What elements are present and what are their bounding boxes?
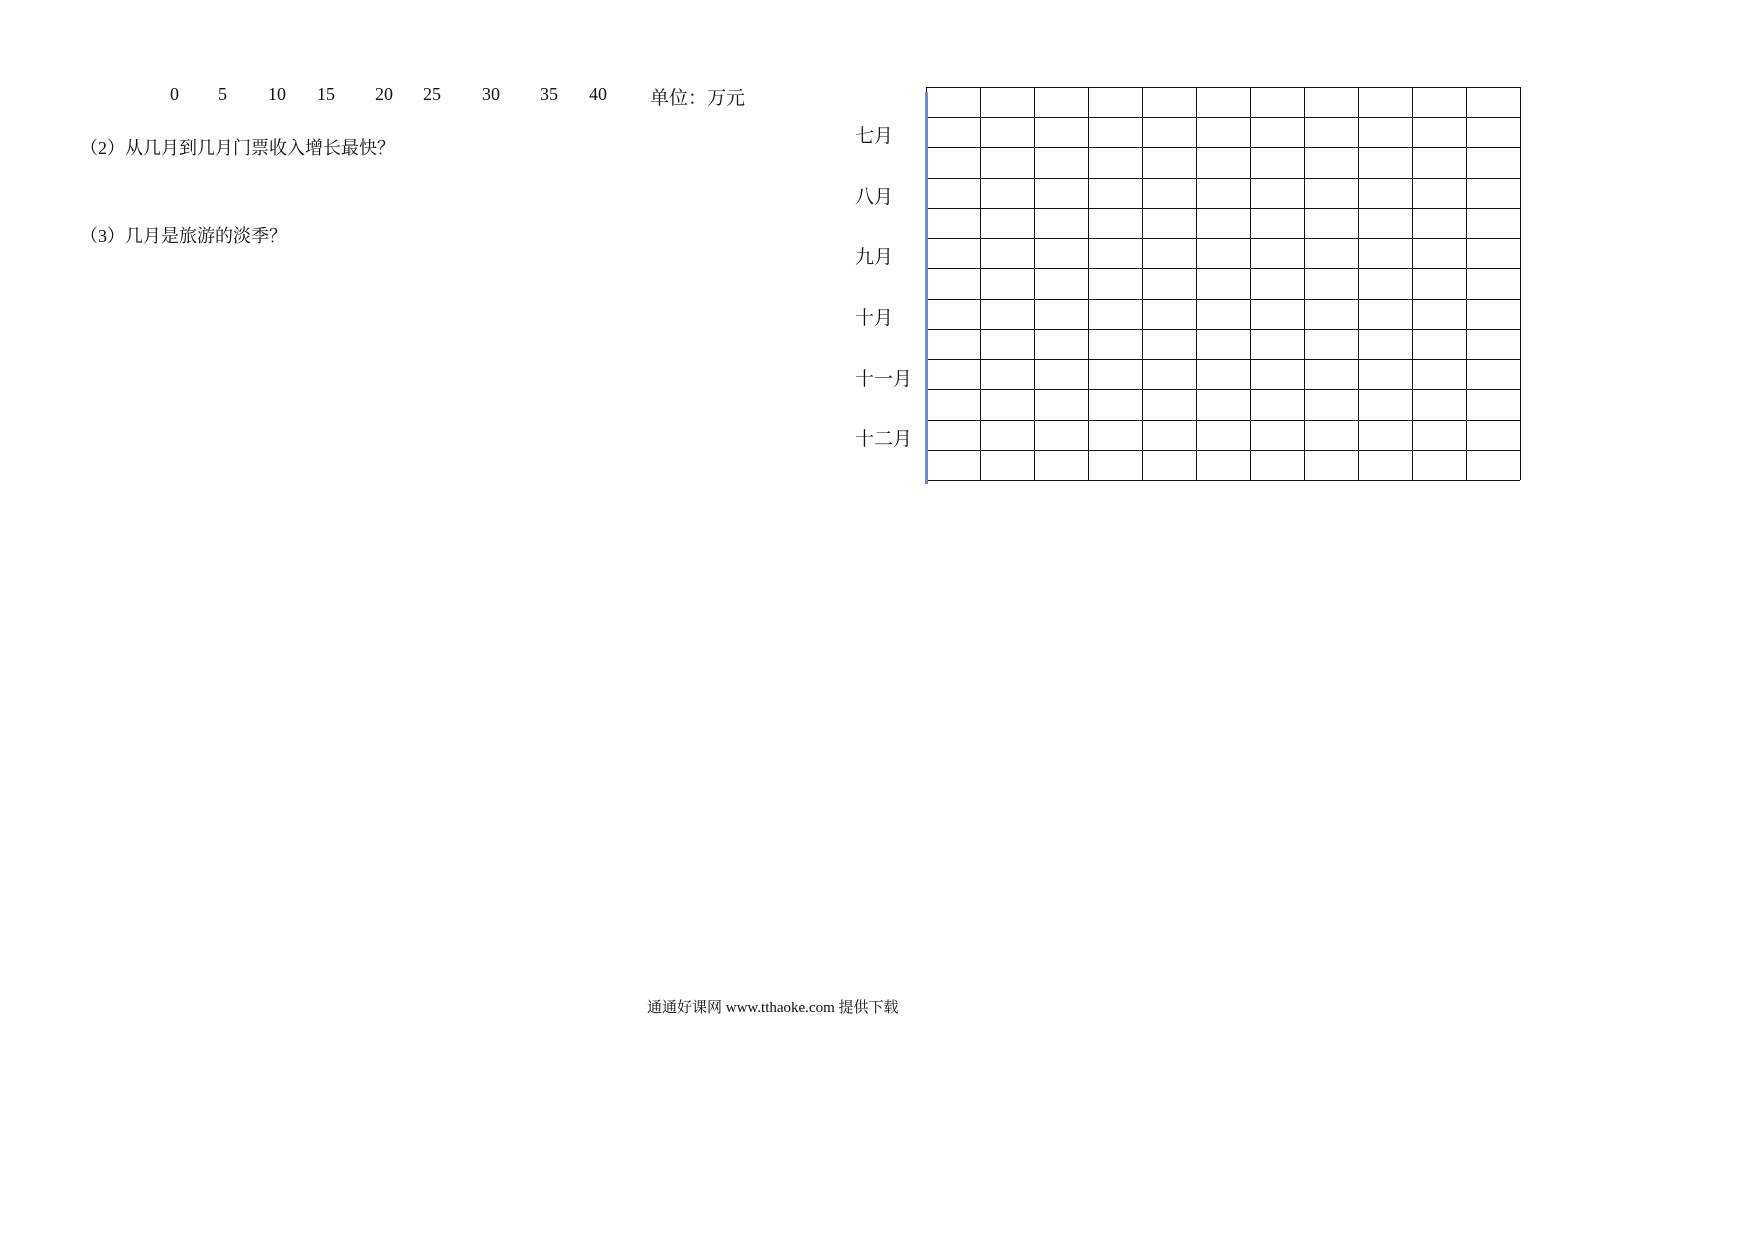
grid-line-horizontal (926, 299, 1520, 300)
axis-unit-label: 单位：万元 (650, 88, 746, 109)
grid-line-vertical (1250, 87, 1251, 480)
axis-tick: 20 (375, 84, 393, 104)
axis-tick: 5 (218, 84, 227, 104)
grid-line-vertical (1142, 87, 1143, 480)
vertical-axis-line (925, 92, 928, 484)
axis-tick: 0 (170, 84, 179, 104)
question-3: （3）几月是旅游的淡季？ (80, 226, 287, 246)
grid-line-vertical (1358, 87, 1359, 480)
axis-tick: 15 (317, 84, 335, 104)
grid-line-vertical (1520, 87, 1521, 480)
grid-line-horizontal (926, 268, 1520, 269)
grid-line-horizontal (926, 238, 1520, 239)
month-label: 十月 (855, 308, 894, 329)
axis-tick: 30 (482, 84, 500, 104)
month-label: 七月 (855, 126, 894, 147)
grid-line-horizontal (926, 420, 1520, 421)
grid-line-vertical (1196, 87, 1197, 480)
axis-tick: 40 (589, 84, 607, 104)
axis-tick: 10 (268, 84, 286, 104)
grid-line-horizontal (926, 117, 1520, 118)
grid-line-vertical (980, 87, 981, 480)
footer-credit: 通通好课网 www.tthaoke.com 提供下载 (647, 1000, 899, 1016)
grid-line-vertical (1466, 87, 1467, 480)
grid-line-horizontal (926, 208, 1520, 209)
grid-line-horizontal (926, 450, 1520, 451)
axis-tick: 25 (423, 84, 441, 104)
month-label: 九月 (855, 247, 894, 268)
grid-line-vertical (1304, 87, 1305, 480)
grid-line-vertical (1412, 87, 1413, 480)
grid-line-horizontal (926, 147, 1520, 148)
grid-line-horizontal (926, 359, 1520, 360)
axis-tick: 35 (540, 84, 558, 104)
grid-line-vertical (1088, 87, 1089, 480)
grid-line-horizontal (926, 87, 1520, 88)
grid-line-horizontal (926, 329, 1520, 330)
grid-line-horizontal (926, 389, 1520, 390)
grid-line-horizontal (926, 178, 1520, 179)
grid-line-horizontal (926, 480, 1520, 481)
month-label: 八月 (855, 187, 894, 208)
month-label: 十一月 (855, 369, 913, 390)
question-2: （2）从几月到几月门票收入增长最快？ (80, 138, 395, 158)
grid-line-vertical (1034, 87, 1035, 480)
month-label: 十二月 (855, 429, 913, 450)
